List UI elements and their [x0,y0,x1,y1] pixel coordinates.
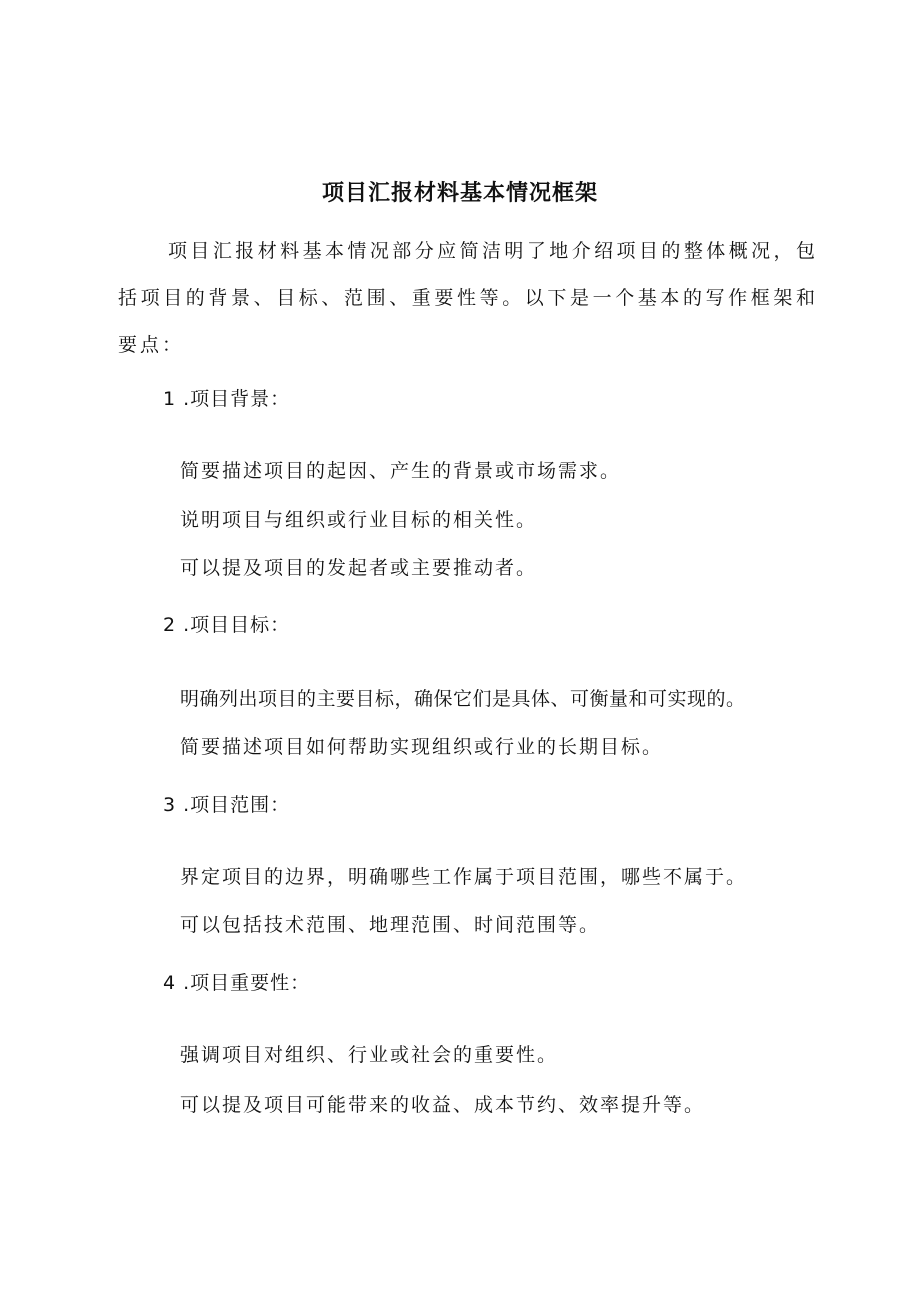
section-heading-background: 1 .项目背景： [163,388,291,410]
section-heading-scope: 3 .项目范围： [163,794,291,816]
section-heading-importance: 4 .项目重要性： [163,972,311,994]
section-item: 可以提及项目可能带来的收益、成本节约、效率提升等。 [180,1094,706,1116]
section-item: 可以包括技术范围、地理范围、时间范围等。 [180,914,601,936]
section-item: 界定项目的边界，明确哪些工作属于项目范围，哪些不属于。 [180,866,748,888]
section-item: 简要描述项目如何帮助实现组织或行业的长期目标。 [180,736,664,758]
section-item: 明确列出项目的主要目标，确保它们是具体、可衡量和可实现的。 [180,688,746,710]
section-item: 说明项目与组织或行业目标的相关性。 [180,509,538,531]
document-title: 项目汇报材料基本情况框架 [321,181,598,206]
section-heading-goals: 2 .项目目标： [163,614,291,636]
section-item: 可以提及项目的发起者或主要推动者。 [180,557,538,579]
section-item: 简要描述项目的起因、产生的背景或市场需求。 [180,460,622,482]
section-item: 强调项目对组织、行业或社会的重要性。 [180,1044,559,1066]
intro-paragraph: 项目汇报材料基本情况部分应简洁明了地介绍项目的整体概况，包括项目的背景、目标、范围、重要性等。以下是一个基本的写作框架和要点： [118,240,818,356]
